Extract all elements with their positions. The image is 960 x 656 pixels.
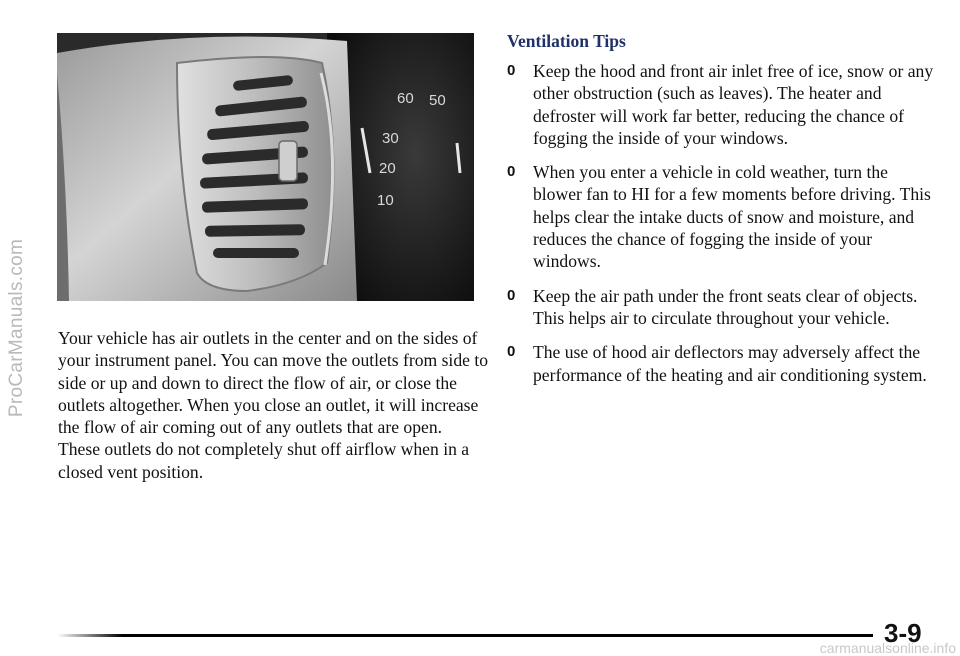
air-outlets-paragraph: Your vehicle has air outlets in the center and on the sides of your instrument panel. You can move the outlets from side to side or up and down to direct the flow of air, or close the outlets altogether. When you close an outlet, it will increase the flow of air coming out of any outlets that are open. These outlets do not completely shut off airflow when in a closed vent position. xyxy=(58,328,489,482)
footer-rule xyxy=(57,634,873,637)
gauge-mark-60: 60 xyxy=(397,90,414,107)
bullet-icon: 0 xyxy=(507,62,516,79)
air-outlet-illustration xyxy=(57,33,474,301)
tip-text: The use of hood air deflectors may adversely affect the performance of the heating and air conditioning system. xyxy=(533,342,927,385)
gauge-mark-50: 50 xyxy=(429,92,446,109)
tip-text: When you enter a vehicle in cold weather, turn the blower fan to HI for a few moments before driving. This helps clear the intake ducts of snow and moisture, and reduces the chance of fogging the inside of your windows. xyxy=(533,162,931,272)
ventilation-tips-list xyxy=(505,60,935,398)
ventilation-tip xyxy=(505,161,935,272)
ventilation-tips-heading: Ventilation Tips xyxy=(507,31,626,51)
ventilation-tip xyxy=(505,341,935,386)
side-watermark-text: ProCarManuals.com xyxy=(6,238,27,418)
bullet-icon: 0 xyxy=(507,163,516,181)
page-number: 3-9 xyxy=(884,618,922,648)
bottom-watermark: carmanualsonline.info xyxy=(819,640,956,656)
bullet-icon: 0 xyxy=(507,286,516,304)
gauge-mark-30: 30 xyxy=(382,130,399,147)
side-watermark xyxy=(2,0,32,656)
gauge-mark-20: 20 xyxy=(379,160,396,177)
gauge-mark-10: 10 xyxy=(377,192,394,209)
bullet-icon: 0 xyxy=(507,343,516,361)
tip-text: Keep the hood and front air inlet free of ice, snow or any other obstruction (such as leaves). The heater and defroster will work far better, reducing the chance of fogging the inside of your windows. xyxy=(533,61,934,148)
ventilation-tip xyxy=(505,60,935,149)
ventilation-tip xyxy=(505,285,935,330)
air-outlet-photo xyxy=(57,33,474,301)
tip-text: Keep the air path under the front seats clear of objects. This helps air to circulate throughout your vehicle. xyxy=(533,285,918,328)
